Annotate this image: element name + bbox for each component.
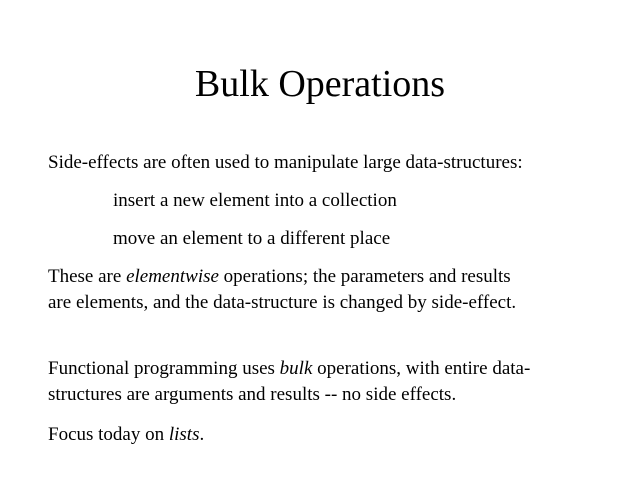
focus-trail-text: . <box>199 424 205 445</box>
bulk-paragraph-line-1 <box>48 357 530 381</box>
bulk-trail-text: operations, with entire data- <box>312 358 531 379</box>
intro-text: Side-effects are often used to manipulate large data-structures: <box>48 152 523 173</box>
focus-lead-text: Focus today on <box>48 424 169 445</box>
elementwise-paragraph-line-2: are elements, and the data-structure is changed by side-effect. <box>48 292 517 313</box>
elementwise-lead-text: These are <box>48 266 127 287</box>
example-item: move an element to a different place <box>113 228 391 249</box>
bulk-paragraph-line-2: structures are arguments and results -- no side effects. <box>48 384 457 405</box>
slide-title: Bulk Operations <box>194 63 446 105</box>
example-item: insert a new element into a collection <box>113 190 397 211</box>
focus-line <box>48 423 204 447</box>
elementwise-trail-text: operations; the parameters and results <box>218 266 511 287</box>
bulk-lead-text: Functional programming uses <box>48 358 280 379</box>
elementwise-paragraph-line-1 <box>48 265 511 289</box>
focus-emphasis: lists <box>168 424 200 445</box>
bulk-emphasis: bulk <box>279 358 313 379</box>
elementwise-emphasis: elementwise <box>126 266 219 287</box>
